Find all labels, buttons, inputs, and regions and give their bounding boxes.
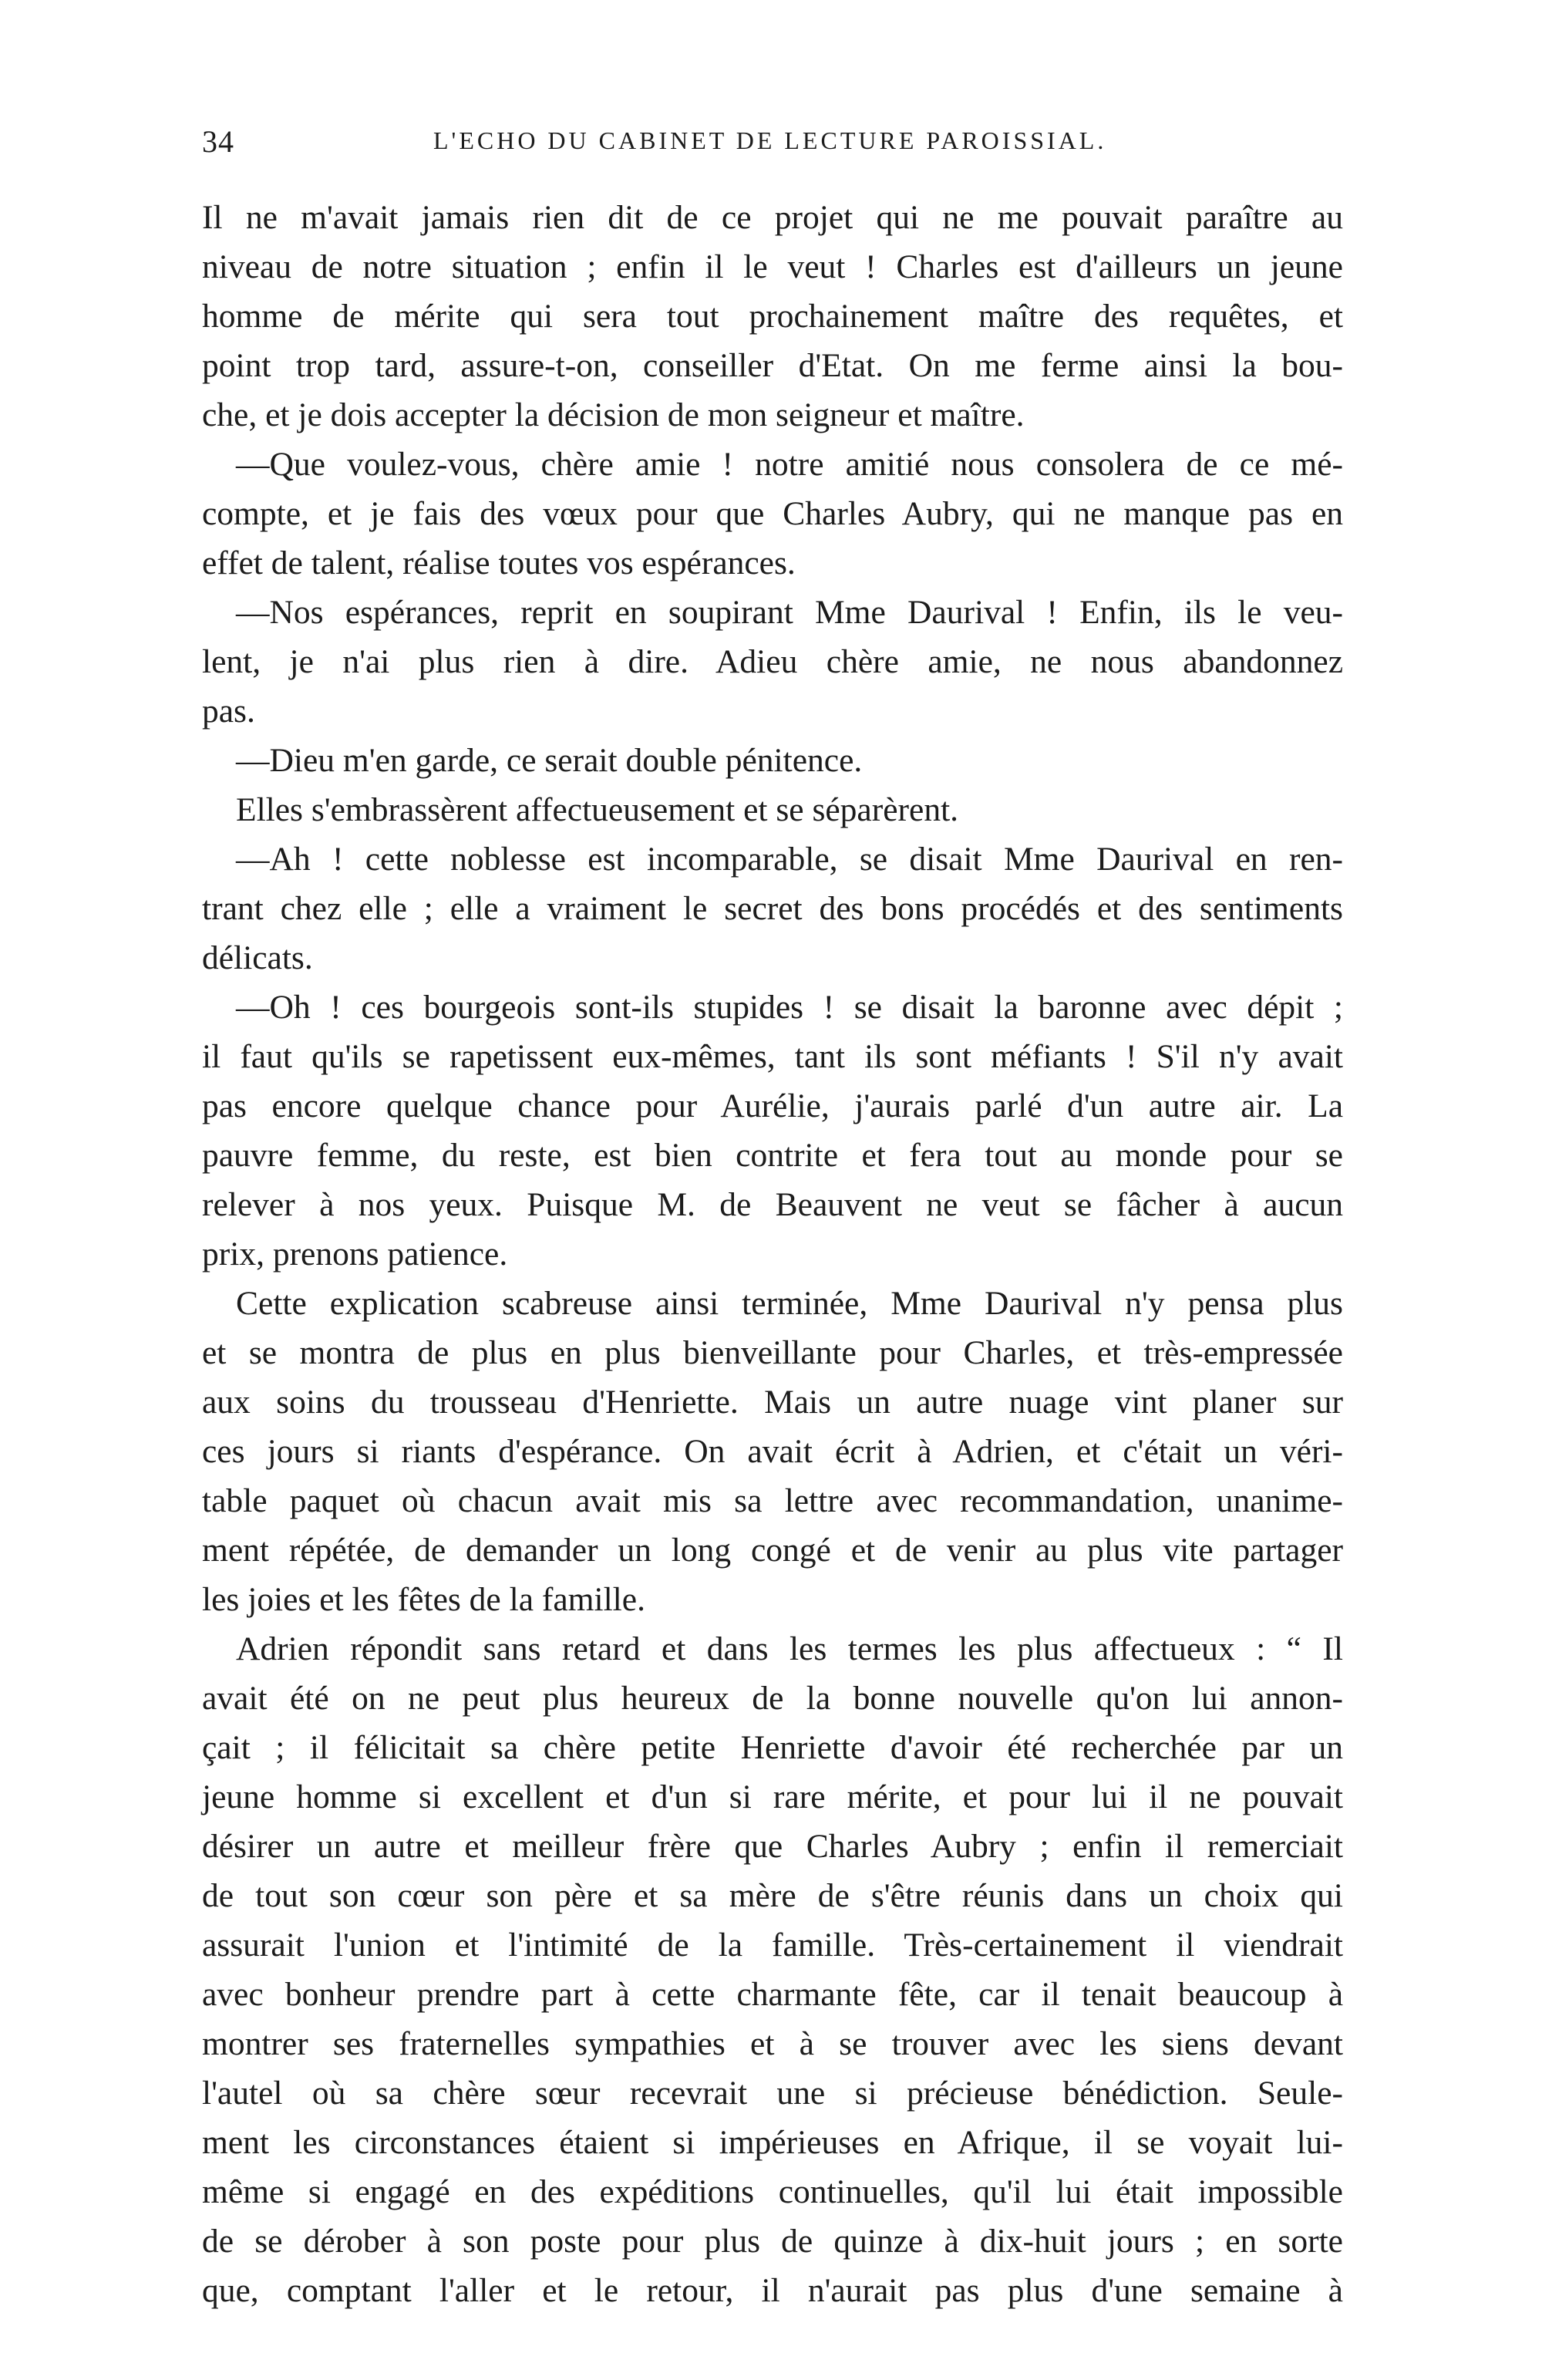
text-line: compte, et je fais des vœux pour que Charles Aubry, qui ne manque pas en	[202, 495, 1343, 532]
text-line: de se dérober à son poste pour plus de quinze à dix-huit jours ; en sorte	[202, 2223, 1343, 2260]
text-line: table paquet où chacun avait mis sa lettre avec recommandation, unanime-	[202, 1482, 1343, 1519]
book-page	[202, 123, 1343, 2315]
text-line: Adrien répondit sans retard et dans les termes les plus affectueux : “ Il	[236, 1630, 1343, 1667]
text-line: jeune homme si excellent et d'un si rare mérite, et pour lui il ne pouvait	[202, 1778, 1343, 1815]
text-line: çait ; il félicitait sa chère petite Henriette d'avoir été recherchée par un	[202, 1729, 1343, 1766]
text-line: ces jours si riants d'espérance. On avait écrit à Adrien, et c'était un véri-	[202, 1433, 1343, 1470]
text-line: —Que voulez-vous, chère amie ! notre amitié nous consolera de ce mé-	[236, 446, 1343, 483]
text-line: point trop tard, assure-t-on, conseiller d'Etat. On me ferme ainsi la bou-	[202, 347, 1343, 384]
text-line: Elles s'embrassèrent affectueusement et se séparèrent.	[236, 791, 959, 828]
text-line: désirer un autre et meilleur frère que Charles Aubry ; enfin il remerciait	[202, 1828, 1343, 1865]
text-line: Il ne m'avait jamais rien dit de ce projet qui ne me pouvait paraître au	[202, 199, 1343, 236]
text-line: avait été on ne peut plus heureux de la bonne nouvelle qu'on lui annon-	[202, 1680, 1343, 1717]
running-title: L'ECHO DU CABINET DE LECTURE PAROISSIAL.	[433, 126, 1107, 154]
text-line: avec bonheur prendre part à cette charmante fête, car il tenait beaucoup à	[202, 1976, 1343, 2013]
text-line: ment les circonstances étaient si impérieuses en Afrique, il se voyait lui-	[202, 2124, 1343, 2161]
text-line: —Ah ! cette noblesse est incomparable, se disait Mme Daurival en ren-	[236, 841, 1343, 878]
body-text	[202, 193, 1343, 2315]
text-line: les joies et les fêtes de la famille.	[202, 1581, 645, 1618]
text-line: homme de mérite qui sera tout prochainement maître des requêtes, et	[202, 298, 1343, 335]
text-line: pas.	[202, 693, 255, 730]
text-line: assurait l'union et l'intimité de la famille. Très-certainement il viendrait	[202, 1927, 1343, 1964]
text-line: relever à nos yeux. Puisque M. de Beauvent ne veut se fâcher à aucun	[202, 1186, 1343, 1223]
text-line: ment répétée, de demander un long congé et de venir au plus vite partager	[202, 1532, 1343, 1569]
text-line: —Oh ! ces bourgeois sont-ils stupides ! se disait la baronne avec dépit ;	[236, 989, 1343, 1026]
text-line: il faut qu'ils se rapetissent eux-mêmes, tant ils sont méfiants ! S'il n'y avait	[202, 1038, 1343, 1075]
text-line: et se montra de plus en plus bienveillante pour Charles, et très-empressée	[202, 1334, 1343, 1371]
text-line: Cette explication scabreuse ainsi terminée, Mme Daurival n'y pensa plus	[236, 1285, 1343, 1322]
text-line: —Nos espérances, reprit en soupirant Mme Daurival ! Enfin, ils le veu-	[236, 594, 1343, 631]
text-line: même si engagé en des expéditions continuelles, qu'il lui était impossible	[202, 2173, 1343, 2210]
text-line: niveau de notre situation ; enfin il le veut ! Charles est d'ailleurs un jeune	[202, 248, 1343, 285]
text-line: montrer ses fraternelles sympathies et à se trouver avec les siens devant	[202, 2025, 1343, 2062]
page-number: 34	[202, 124, 234, 159]
text-line: lent, je n'ai plus rien à dire. Adieu chère amie, ne nous abandonnez	[202, 643, 1343, 680]
text-line: effet de talent, réalise toutes vos espérances.	[202, 544, 796, 582]
text-line: aux soins du trousseau d'Henriette. Mais un autre nuage vint planer sur	[202, 1384, 1343, 1421]
text-line: —Dieu m'en garde, ce serait double pénitence.	[236, 742, 863, 779]
page-header	[202, 123, 1343, 170]
text-line: pas encore quelque chance pour Aurélie, j'aurais parlé d'un autre air. La	[202, 1087, 1343, 1124]
text-line: trant chez elle ; elle a vraiment le secret des bons procédés et des sentiments	[202, 890, 1343, 927]
text-line: l'autel où sa chère sœur recevrait une si précieuse bénédiction. Seule-	[202, 2075, 1343, 2112]
text-line: pauvre femme, du reste, est bien contrite et fera tout au monde pour se	[202, 1137, 1343, 1174]
text-line: che, et je dois accepter la décision de mon seigneur et maître.	[202, 396, 1025, 433]
text-line: délicats.	[202, 939, 313, 976]
text-line: que, comptant l'aller et le retour, il n'aurait pas plus d'une semaine à	[202, 2272, 1343, 2309]
text-line: prix, prenons patience.	[202, 1236, 508, 1273]
text-line: de tout son cœur son père et sa mère de s'être réunis dans un choix qui	[202, 1877, 1343, 1914]
